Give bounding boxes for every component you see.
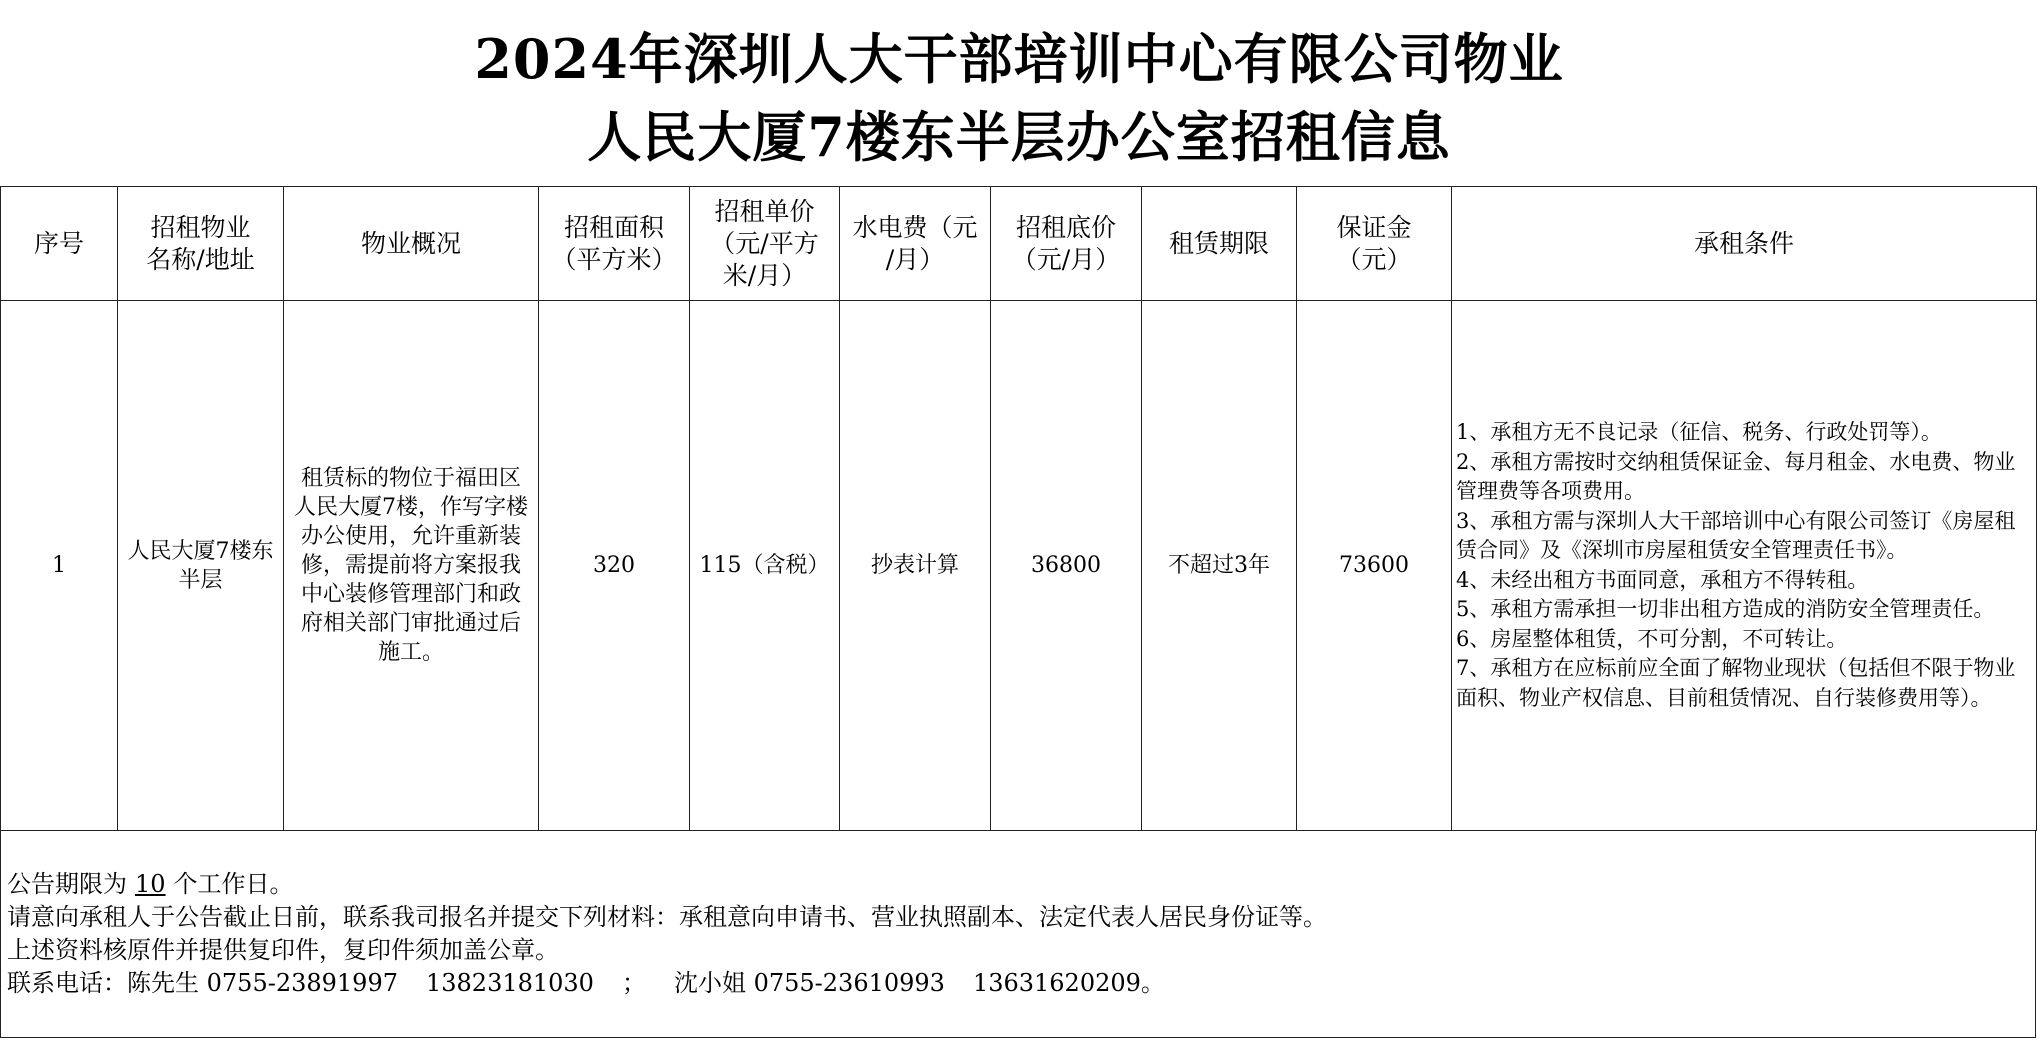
contact-separator: ； [621,969,646,997]
cell-base-price: 36800 [991,301,1142,831]
condition-item: 2、承租方需按时交纳租赁保证金、每月租金、水电费、物业管理费等各项费用。 [1456,449,2016,503]
contact-label: 联系电话： [7,969,127,997]
header-no: 序号 [1,187,118,301]
cell-utilities: 抄表计算 [840,301,991,831]
contact2-phone1: 0755-23610993 [753,969,945,997]
header-area: 招租面积 （平方米） [539,187,690,301]
notice-period-days: 10 [135,870,166,898]
condition-item: 5、承租方需承担一切非出租方造成的消防安全管理责任。 [1456,597,1995,621]
cell-term: 不超过3年 [1142,301,1297,831]
header-term: 租赁期限 [1142,187,1297,301]
notice-section [0,830,2036,1038]
notice-period-prefix: 公告期限为 [7,870,127,898]
cell-area: 320 [539,301,690,831]
header-deposit: 保证金 （元） [1297,187,1452,301]
contact2-phone2: 13631620209。 [972,969,1165,997]
cell-unit-price: 115（含税） [690,301,840,831]
condition-item: 4、未经出租方书面同意，承租方不得转租。 [1456,567,1869,592]
condition-item: 3、承租方需与深圳人大干部培训中心有限公司签订《房屋租赁合同》及《深圳市房屋租赁安全管理责任书》。 [1456,508,2016,562]
rental-info-table [0,186,2037,831]
notice-documents: 上述资料核原件并提供复印件，复印件须加盖公章。 [7,936,559,964]
page-title [0,0,2038,186]
header-conditions: 承租条件 [1452,187,2037,301]
contact1-phone1: 0755-23891997 [206,969,398,997]
header-base-price: 招租底价 （元/月） [991,187,1142,301]
notice-period [7,868,2029,901]
notice-application: 请意向承租人于公告截止日前，联系我司报名并提交下列材料：承租意向申请书、营业执照副本、法定代表人居民身份证等。 [7,903,1327,931]
cell-deposit: 73600 [1297,301,1452,831]
condition-item: 1、承租方无不良记录（征信、税务、行政处罚等）。 [1456,420,1942,444]
contact1-phone2: 13823181030 [425,969,594,997]
condition-item: 7、承租方在应标前应全面了解物业现状（包括但不限于物业面积、物业产权信息、目前租赁情况、自行装修费用等）。 [1456,656,2016,710]
contact2-name: 沈小姐 [673,969,746,997]
table-row [1,301,2037,831]
notice-contact [7,967,2029,1000]
header-unit-price: 招租单价 （元/平方 米/月） [690,187,840,301]
cell-conditions [1452,301,2037,831]
table-header-row [1,187,2037,301]
header-utilities: 水电费（元 /月） [840,187,991,301]
header-overview: 物业概况 [284,187,539,301]
condition-item: 6、房屋整体租赁，不可分割，不可转让。 [1456,626,1848,651]
cell-no: 1 [1,301,118,831]
cell-property: 人民大厦7楼东半层 [118,301,284,831]
title-line-2: 人民大厦7楼东半层办公室招租信息 [587,105,1451,169]
notice-period-suffix: 个工作日。 [173,870,294,898]
title-line-1: 2024年深圳人大干部培训中心有限公司物业 [474,27,1564,91]
cell-overview: 租赁标的物位于福田区人民大厦7楼，作写字楼办公使用，允许重新装修，需提前将方案报我中心装修管理部门和政府相关部门审批通过后施工。 [284,301,539,831]
contact1-name: 陈先生 [127,969,199,997]
header-property: 招租物业 名称/地址 [118,187,284,301]
